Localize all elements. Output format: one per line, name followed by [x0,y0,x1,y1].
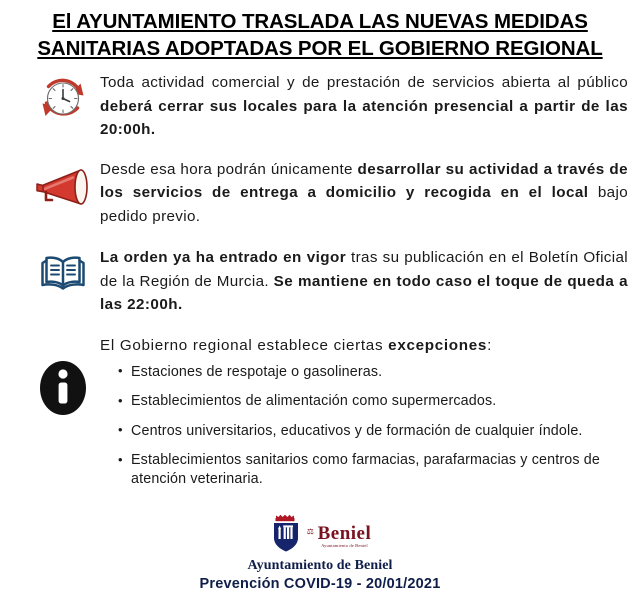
measure-paragraph-1 [100,71,628,142]
title-line-1: El AYUNTAMIENTO TRASLADA LAS NUEVAS MEDIDAS [52,10,588,33]
exceptions-list [100,363,632,489]
icon-cell [26,71,100,132]
list-item: • Estaciones de respotaje o gasolineras. [118,363,632,382]
measure-text-cell [100,158,632,229]
exceptions-intro-bold: excepciones [388,336,488,354]
footer-subtitle: Prevención COVID-19 - 20/01/2021 [199,576,441,592]
beniel-logo [0,515,640,557]
footer [0,515,640,594]
text-regular: Toda actividad comercial y de prestación de servicios abierta al público [100,74,628,91]
logo-mini-mark: ⚖ [306,526,314,536]
exceptions-section [0,334,640,489]
exceptions-body [100,334,632,489]
icon-cell [26,334,100,423]
open-book-icon [38,250,88,299]
text-regular-tail: bajo pedido previo. [100,184,628,225]
icon-cell [26,158,100,217]
icon-cell [26,246,100,299]
logo-wordmark-text: Beniel [317,522,372,544]
measure-text-cell [100,71,632,142]
exceptions-intro [100,334,632,357]
measure-section-legal-publication [0,246,640,317]
footer-org-name: Ayuntamiento de Beniel [247,558,393,573]
measure-paragraph-2 [100,158,628,229]
logo-tagline: Ayuntamiento de Beniel [321,542,368,548]
megaphone-icon [33,164,93,217]
text-regular: Desde esa hora podrán únicamente [100,160,358,178]
info-circle-icon [37,358,89,423]
measure-section-delivery [0,158,640,229]
text-bold: desarrollar su actividad a través de los servicios de entrega a domicilio y recogida en el local [100,160,628,201]
exceptions-intro-tail: : [487,336,492,354]
text-bold: La orden ya ha entrado en vigor [100,249,352,266]
list-item: • Centros universitarios, educativos y de formación de cualquier índole. [118,422,632,441]
list-item: • Establecimientos sanitarios como farmacias, parafarmacias y centros de atención veterinaria. [118,451,632,488]
list-item: • Establecimientos de alimentación como supermercados. [118,392,632,411]
page-title [0,0,640,62]
clock-arrows-icon [36,73,90,132]
text-regular: tras su publicación en el Boletín Oficial de la Región de Murcia. [100,249,628,290]
measure-section-closing-time [0,71,640,142]
measure-text-cell [100,246,632,317]
text-bold-tail: Se mantiene en todo caso el toque de queda a las 22:00h. [100,272,628,313]
exceptions-intro-plain: El Gobierno regional establece ciertas [100,336,389,354]
logo-wordmark [318,524,372,549]
coat-of-arms-icon [269,514,303,559]
title-line-2: SANITARIAS ADOPTADAS POR EL GOBIERNO REGIONAL [37,37,603,60]
measure-paragraph-3 [100,246,628,317]
text-bold: deberá cerrar sus locales para la atención presencial a partir de las 20:00h. [100,97,628,138]
